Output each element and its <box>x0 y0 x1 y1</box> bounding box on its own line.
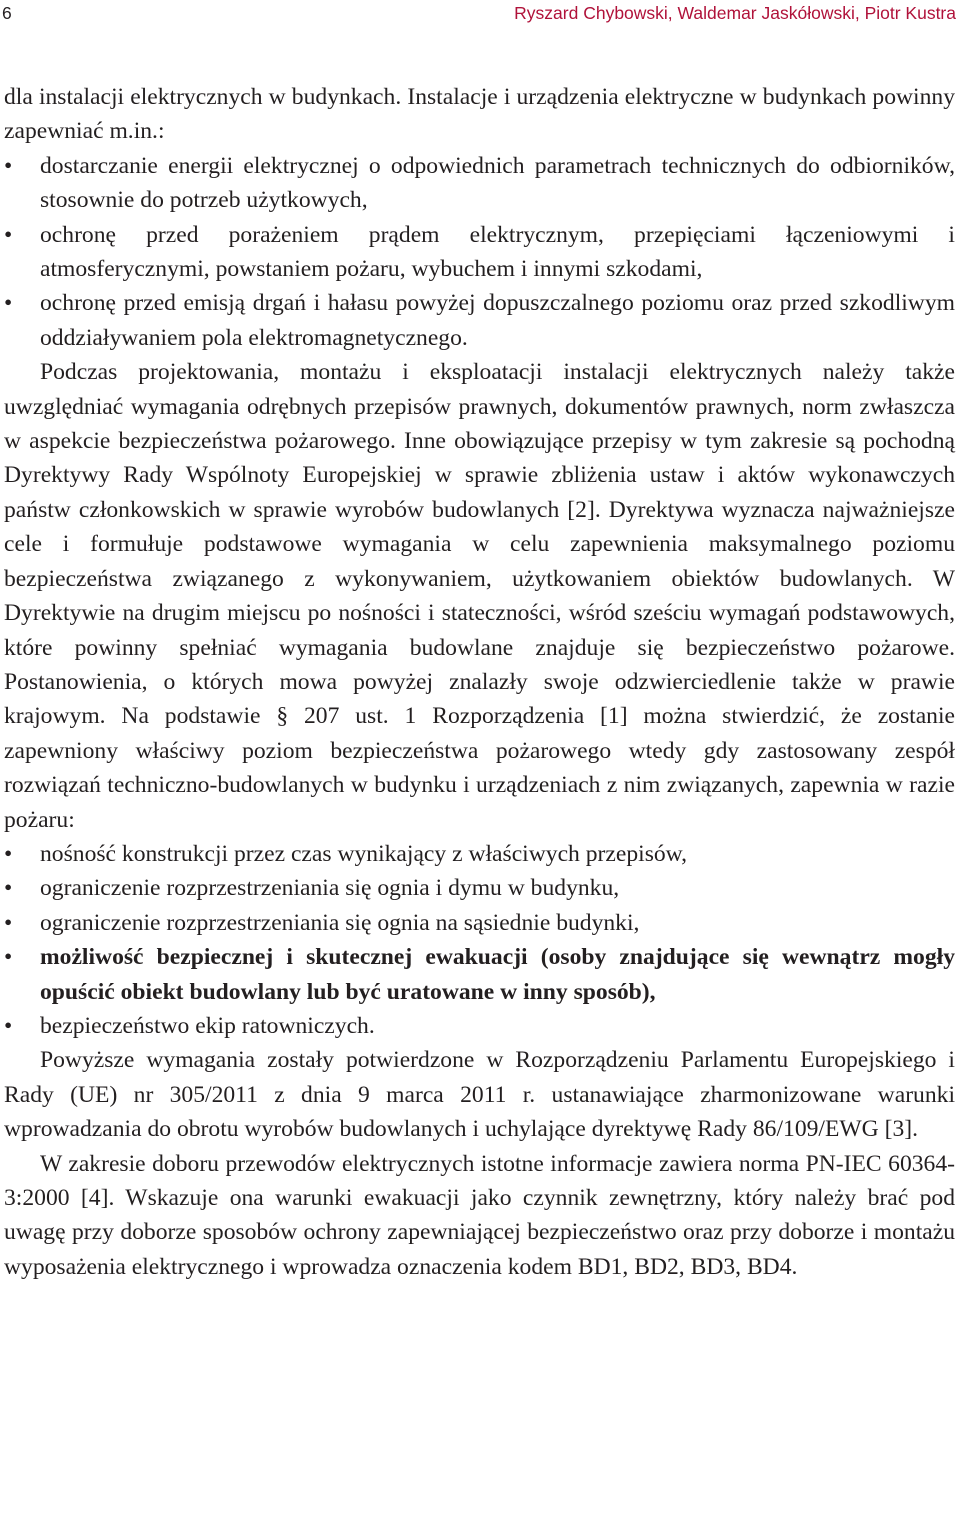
list-item-text: ograniczenie rozprzestrzeniania się ognia i dymu w budynku, <box>40 875 620 902</box>
list-item-text: dostarczanie energii elektrycznej o odpowiednich parametrach technicznych do odbiorników, stosownie do potrzeb użytkowych, <box>40 152 955 214</box>
page-body <box>4 80 955 1284</box>
list-item-text: ograniczenie rozprzestrzeniania się ognia na sąsiednie budynki, <box>40 909 640 936</box>
bullet-icon: • <box>4 944 13 971</box>
bullet-icon: • <box>4 1012 13 1039</box>
page-number: 6 <box>2 3 12 23</box>
body-paragraph: W zakresie doboru przewodów elektrycznych istotne informacje zawiera norma PN-IEC 60364-3:2000 [4]. Wskazuje ona warunki ewakuacji jako czynnik zewnętrzny, który należy brać pod uwagę przy doborze sposobów ochrony zapewniającej bezpieczeństwo oraz przy doborze i montażu wyposażenia elektrycznego i wprowadza oznaczenia kodem BD1, BD2, BD3, BD4. <box>4 1150 955 1280</box>
list-item-text: bezpieczeństwo ekip ratowniczych. <box>40 1012 375 1039</box>
list-item <box>4 149 955 218</box>
list-item-emphasized <box>4 940 955 1009</box>
bullet-icon: • <box>4 290 13 317</box>
list-item-text: ochronę przed emisją drgań i hałasu powyżej dopuszczalnego poziomu oraz przed szkodliwym oddziaływaniem pola elektromagnetycznego. <box>40 290 955 351</box>
list-item <box>4 218 955 287</box>
fire-safety-list <box>4 837 955 1043</box>
list-item <box>4 871 955 905</box>
list-item <box>4 906 955 940</box>
intro-paragraph: dla instalacji elektrycznych w budynkach. Instalacje i urządzenia elektryczne w budynkach powinny zapewniać m.in.: <box>4 84 955 145</box>
list-item-text: ochronę przed porażeniem prądem elektrycznym, przepięciami łączeniowymi i atmosferycznymi, powstaniem pożaru, wybuchem i innymi szkodami, <box>40 221 955 283</box>
list-item <box>4 286 955 355</box>
running-header <box>0 0 960 28</box>
bullet-icon: • <box>4 875 13 902</box>
list-item <box>4 837 955 871</box>
body-paragraph: Powyższe wymagania zostały potwierdzone w Rozporządzeniu Parlamentu Europejskiego i Rady (UE) nr 305/2011 z dnia 9 marca 2011 r. ustanawiające zharmonizowane warunki wprowadzania do obrotu wyrobów budowlanych i uchylające dyrektywę Rady 86/109/EWG [3]. <box>4 1047 955 1143</box>
header-authors: Ryszard Chybowski, Waldemar Jaskółowski, Piotr Kustra <box>514 3 956 23</box>
bullet-icon: • <box>4 840 13 867</box>
requirements-list <box>4 149 955 355</box>
list-item-text: nośność konstrukcji przez czas wynikający z właściwych przepisów, <box>40 840 688 867</box>
bullet-icon: • <box>4 909 13 936</box>
list-item-text: możliwość bezpiecznej i skutecznej ewakuacji (osoby znajdujące się wewnątrz mogły opuścić obiekt budowlany lub być uratowane w inny sposób), <box>40 944 955 1005</box>
body-paragraph: Podczas projektowania, montażu i eksploatacji instalacji elektrycznych należy także uwzględniać wymagania odrębnych przepisów prawnych, dokumentów prawnych, norm zwłaszcza w aspekcie bezpieczeństwa pożarowego. Inne obowiązujące przepisy w tym zakresie są pochodną Dyrektywy Rady Wspólnoty Europejskiej w sprawie zbliżenia ustaw i aktów wykonawczych państw członkowskich w sprawie wyrobów budowlanych [2]. Dyrektywa wyznacza najważniejsze cele i formułuje podstawowe wymagania w celu zapewnienia maksymalnego poziomu bezpieczeństwa związanego z wykonywaniem, użytkowaniem obiektów budowlanych. W Dyrektywie na drugim miejscu po nośności i stateczności, wśród sześciu wymagań podstawowych, które powinny spełniać wymagania budowlane znajduje się bezpieczeństwo pożarowe. Postanowienia, o których mowa powyżej znalazły swoje odzwierciedlenie także w prawie krajowym. Na podstawie § 207 ust. 1 Rozporządzenia [1] można stwierdzić, że zostanie zapewniony właściwy poziom bezpieczeństwa pożarowego wtedy gdy zastosowany zespół rozwiązań techniczno-budowlanych w budynku i urządzeniach z nim związanych, zapewnia w razie pożaru: <box>4 359 955 833</box>
bullet-icon: • <box>4 221 13 248</box>
list-item <box>4 1009 955 1043</box>
bullet-icon: • <box>4 152 13 179</box>
